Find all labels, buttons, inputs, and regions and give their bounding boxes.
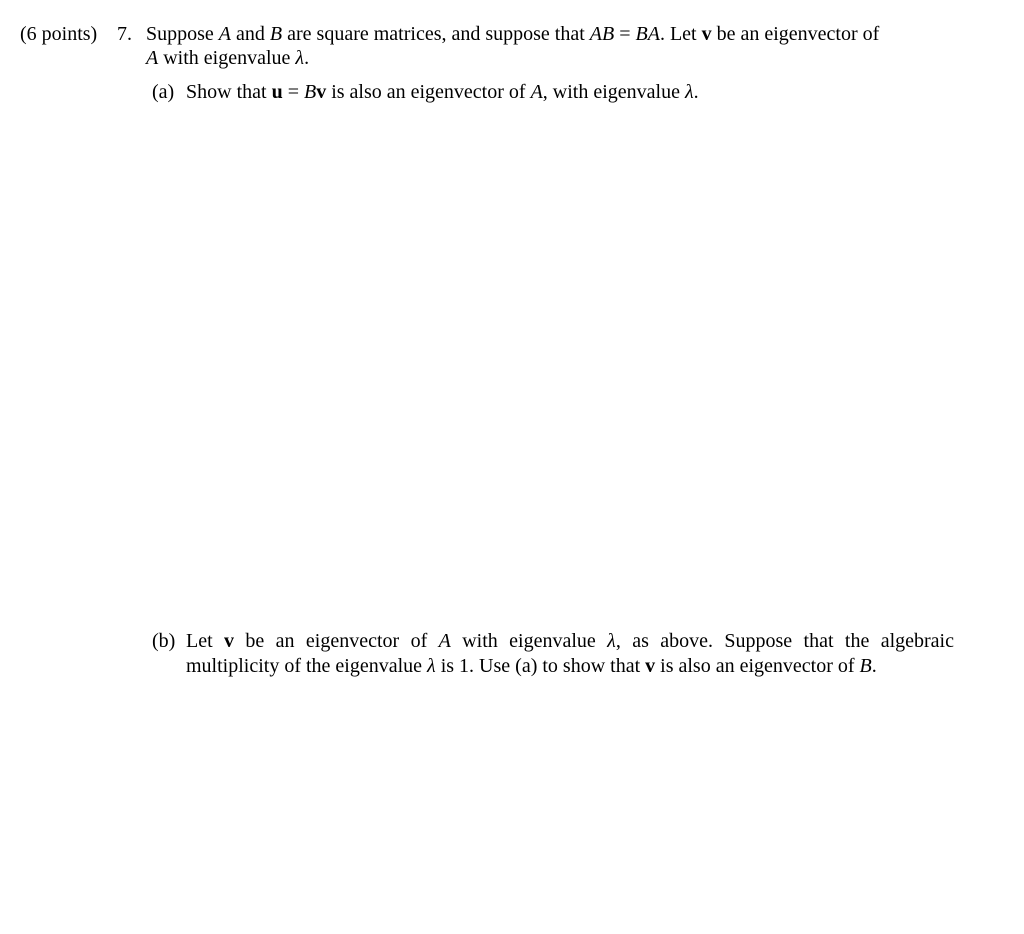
problem-statement-line-2: A with eigenvalue λ. [146,47,310,69]
part-a-answer-space [186,110,954,620]
problem-number: 7. [117,23,132,45]
part-b-text-line-1: Let v be an eigenvector of A with eigenvalue λ, as above. Suppose that the algebraic [186,630,954,652]
part-b-answer-space [186,690,954,920]
part-b-label: (b) [152,630,176,652]
part-a-text: Show that u = Bv is also an eigenvector of A, with eigenvalue λ. [186,81,699,103]
problem-statement-line-1: Suppose A and B are square matrices, and suppose that AB = BA. Let v be an eigenvector of [146,23,880,45]
part-a-label: (a) [152,81,175,103]
part-b-text-line-2: multiplicity of the eigenvalue λ is 1. Use (a) to show that v is also an eigenvector of B. [186,655,877,677]
points-label: (6 points) [20,23,98,45]
